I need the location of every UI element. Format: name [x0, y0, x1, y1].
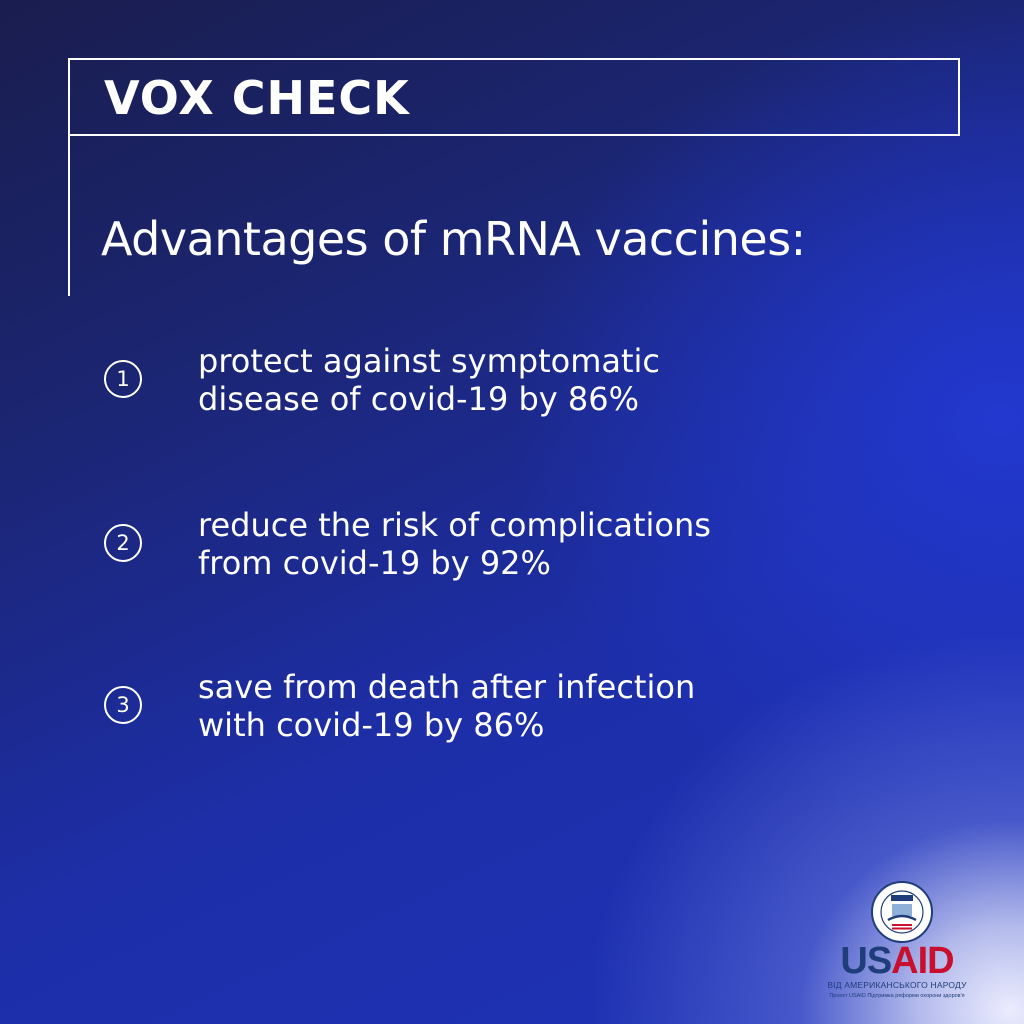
brand-logo [104, 70, 410, 126]
usaid-subtitle: Проект USAID Підтримка реформи охорони здоров'я [829, 993, 965, 999]
usaid-logo [822, 876, 972, 999]
usaid-us: US [840, 940, 892, 982]
list-item [104, 506, 944, 586]
list-item-line: reduce the risk of complications [198, 506, 711, 544]
list-item-text [198, 668, 695, 744]
list-item-text [198, 342, 660, 418]
title-frame-stem [68, 134, 70, 296]
usaid-wordmark [822, 942, 972, 980]
brand-name: VOX CHECK [104, 71, 410, 125]
usaid-seal-icon [870, 880, 934, 944]
number-badge: 3 [104, 686, 142, 724]
list-item-line: disease of covid-19 by 86% [198, 380, 640, 419]
number-badge: 1 [104, 360, 142, 398]
list-item-line: from covid-19 by 92% [198, 544, 551, 583]
list-item [104, 342, 944, 422]
list-item-line: with covid-19 by 86% [198, 706, 545, 745]
list-item-line: protect against symptomatic [198, 342, 661, 380]
list-item-line: save from death after infection [198, 668, 696, 706]
page-title: Advantages of mRNA vaccines: [101, 212, 806, 266]
usaid-aid: AID [891, 940, 954, 982]
list-item-text [198, 506, 711, 582]
list-item [104, 668, 944, 748]
usaid-tagline: ВІД АМЕРИКАНСЬКОГО НАРОДУ [827, 980, 967, 990]
number-badge: 2 [104, 524, 142, 562]
